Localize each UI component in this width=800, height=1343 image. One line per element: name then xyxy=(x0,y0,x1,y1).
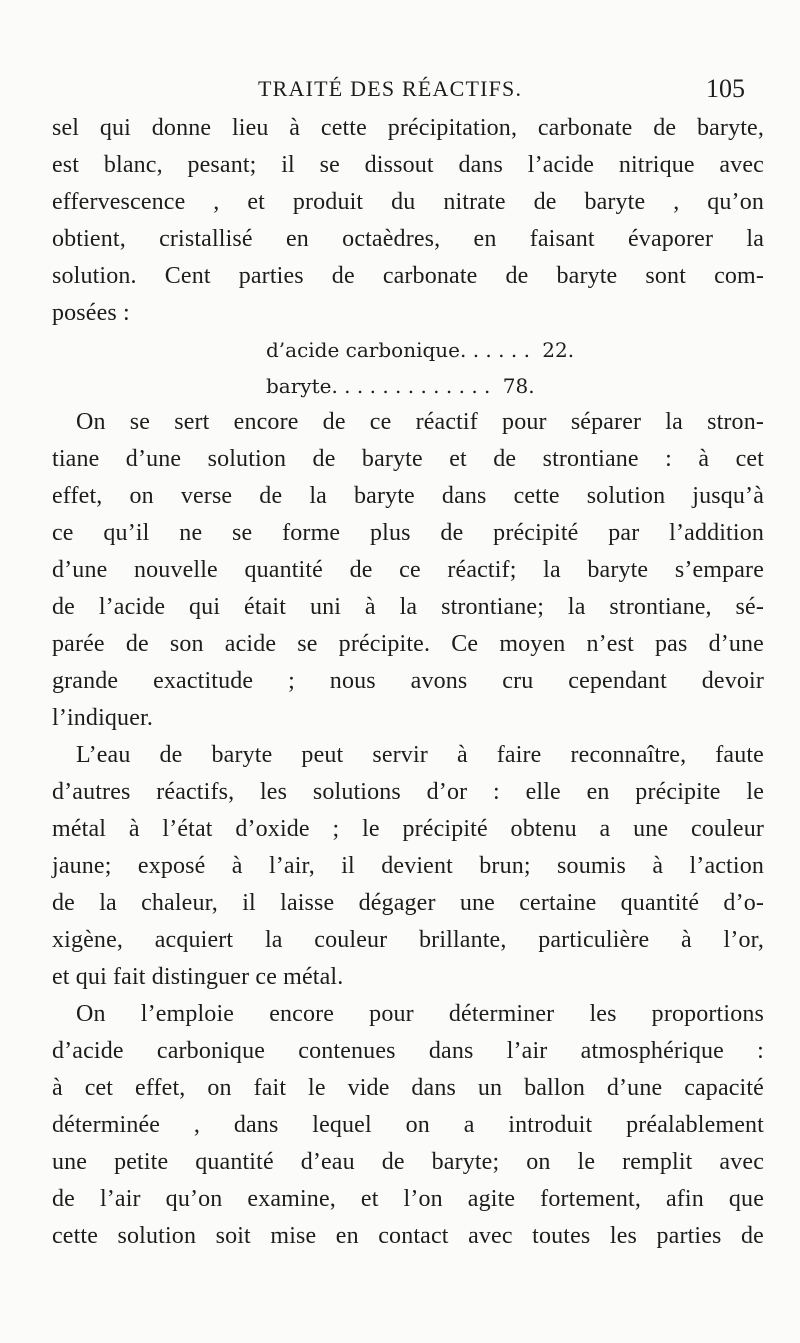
running-head: TRAITÉ DES RÉACTIFS. xyxy=(258,76,523,101)
text-line: est blanc, pesant; il se dissout dans l’acide nitrique avec xyxy=(52,152,764,178)
text-line: d’autres réactifs, les solutions d’or : elle en précipite le xyxy=(52,779,764,805)
composition-value: 78. xyxy=(502,374,535,398)
text-line: l’indiquer. xyxy=(52,705,153,731)
text-line: On l’emploie encore pour déterminer les proportions xyxy=(76,1001,764,1027)
text-line: parée de son acide se précipite. Ce moyen n’est pas d’une xyxy=(52,631,764,657)
text-line: métal à l’état d’oxide ; le précipité obtenu a une couleur xyxy=(52,816,764,842)
text-line: effervescence , et produit du nitrate de baryte , qu’on xyxy=(52,189,764,215)
text-line: cette solution soit mise en contact avec toutes les parties de xyxy=(52,1223,764,1249)
text-line: de l’air qu’on examine, et l’on agite fortement, afin que xyxy=(52,1186,764,1212)
text-line: d’acide carbonique contenues dans l’air atmosphérique : xyxy=(52,1038,764,1064)
text-line: de la chaleur, il laisse dégager une certaine quantité d’o- xyxy=(52,890,764,916)
text-line: de l’acide qui était uni à la strontiane; la strontiane, sé- xyxy=(52,594,764,620)
text-line: solution. Cent parties de carbonate de baryte sont com- xyxy=(52,263,764,289)
text-line: déterminée , dans lequel on a introduit préalablement xyxy=(52,1112,764,1138)
text-line: effet, on verse de la baryte dans cette solution jusqu’à xyxy=(52,483,764,509)
composition-label: d’acide carbonique. . . . . . xyxy=(266,338,530,362)
text-line: une petite quantité d’eau de baryte; on le remplit avec xyxy=(52,1149,764,1175)
text-line: et qui fait distinguer ce métal. xyxy=(52,964,344,990)
page-number: 105 xyxy=(706,74,745,103)
composition-row xyxy=(52,368,764,404)
composition-label: baryte. . . . . . . . . . . . . xyxy=(266,374,491,398)
body-text xyxy=(52,110,764,1255)
text-line: sel qui donne lieu à cette précipitation, carbonate de baryte, xyxy=(52,115,764,141)
composition-value: 22. xyxy=(542,338,575,362)
text-line: d’une nouvelle quantité de ce réactif; la baryte s’empare xyxy=(52,557,764,583)
text-line: grande exactitude ; nous avons cru cependant devoir xyxy=(52,668,764,694)
text-line: xigène, acquiert la couleur brillante, particulière à l’or, xyxy=(52,927,764,953)
text-line: ce qu’il ne se forme plus de précipité par l’addition xyxy=(52,520,764,546)
text-line: On se sert encore de ce réactif pour séparer la stron- xyxy=(76,409,764,435)
text-line: tiane d’une solution de baryte et de strontiane : à cet xyxy=(52,446,764,472)
text-line: jaune; exposé à l’air, il devient brun; soumis à l’action xyxy=(52,853,764,879)
text-line: obtient, cristallisé en octaèdres, en faisant évaporer la xyxy=(52,226,764,252)
text-line: à cet effet, on fait le vide dans un ballon d’une capacité xyxy=(52,1075,764,1101)
text-line: L’eau de baryte peut servir à faire reconnaître, faute xyxy=(76,742,764,768)
composition-row xyxy=(52,332,764,368)
text-line: posées : xyxy=(52,300,130,326)
